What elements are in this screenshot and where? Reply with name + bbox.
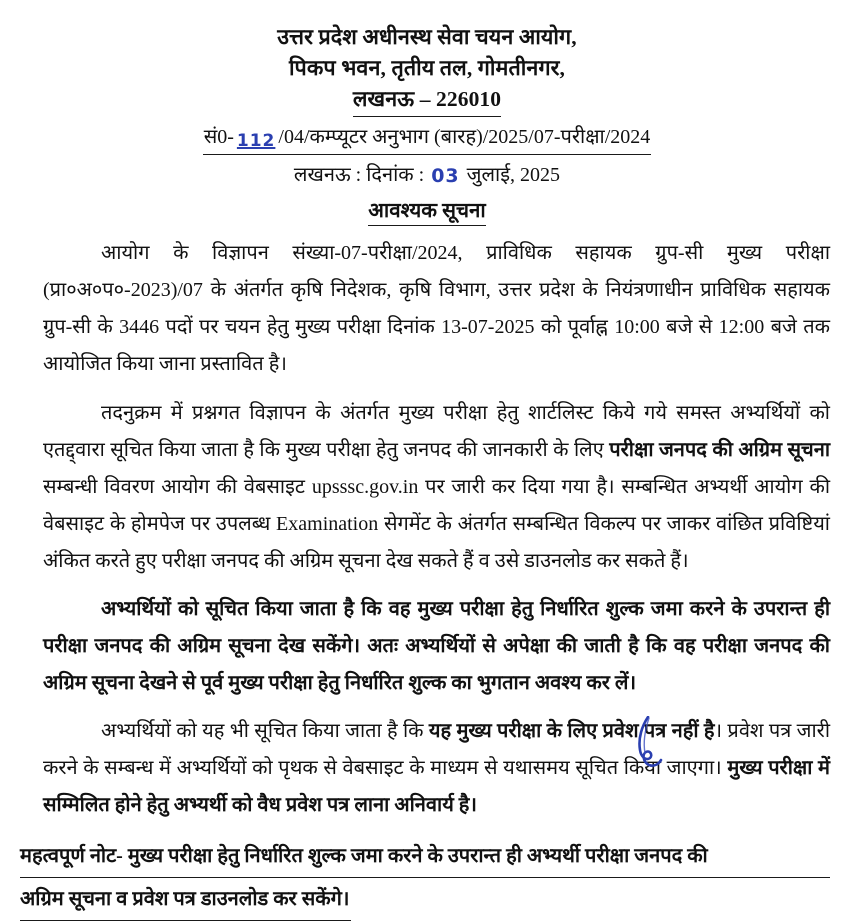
paragraph-4-text-part-1: अभ्यर्थियों को यह भी सूचित किया जाता है कि [101, 720, 429, 742]
reference-suffix: /04/कम्प्यूटर अनुभाग (बारह)/2025/07-परीक्षा/2024 [278, 126, 651, 148]
letterhead-header [0, 0, 854, 117]
paragraph-1 [43, 235, 830, 383]
notice-body [43, 235, 830, 824]
organization-address: पिकप भवन, तृतीय तल, गोमतीनगर, [288, 56, 566, 80]
paragraph-4 [43, 713, 830, 824]
subject-heading-text: आवश्यक सूचना [368, 198, 485, 226]
paragraph-3 [43, 591, 830, 702]
reference-number-underlined [203, 123, 652, 155]
important-note [20, 837, 830, 923]
paragraph-4-bold-not-admit-card: यह मुख्य परीक्षा के लिए प्रवेश पत्र नहीं है [428, 720, 715, 742]
important-note-line-2: अग्रिम सूचना व प्रवेश पत्र डाउनलोड कर सकेंगे। [20, 880, 351, 921]
reference-prefix: सं0- [203, 126, 234, 148]
reference-handwritten-number: 112 [236, 131, 276, 151]
important-note-line-1: महत्वपूर्ण नोट- मुख्य परीक्षा हेतु निर्धारित शुल्क जमा करने के उपरान्त ही अभ्यर्थी परीक्षा जनपद की [20, 837, 830, 878]
organization-name: उत्तर प्रदेश अधीनस्थ सेवा चयन आयोग, [277, 25, 577, 49]
paragraph-4-text-part-2: । प्रवेश पत्र जारी करने के सम्बन्ध में अभ्यर्थियों को पृथक से वेबसाइट के माध्यम से यथासमय सूचित किया जाएगा। [43, 720, 830, 779]
date-handwritten-day: 03 [431, 165, 460, 187]
reference-number-line [0, 123, 854, 155]
paragraph-2-bold-advance-notice: परीक्षा जनपद की अग्रिम सूचना [609, 439, 830, 461]
date-place-label: लखनऊ : [293, 164, 362, 186]
paragraph-3-text: अभ्यर्थियों को सूचित किया जाता है कि वह मुख्य परीक्षा हेतु निर्धारित शुल्क जमा करने के उपरान्त ही परीक्षा जनपद की अग्रिम सूचना देख सकेंगे। अतः अभ्यर्थियों से अपेक्षा की जाती है कि वह परीक्षा जनपद की अग्रिम सूचना देखने से पूर्व मुख्य परीक्षा हेतु निर्धारित शुल्क का भुगतान अवश्य कर लें। [43, 598, 830, 694]
organization-city-pin-text: लखनऊ – 226010 [353, 84, 501, 117]
date-month-year: जुलाई, 2025 [466, 164, 561, 186]
subject-heading [0, 198, 854, 226]
organization-city-pin [0, 84, 854, 117]
paragraph-4-bold-valid-admit-card: मुख्य परीक्षा में सम्मिलित होने हेतु अभ्यर्थी को वैध प्रवेश पत्र लाना अनिवार्य है। [43, 757, 830, 816]
paragraph-2-text-part-2: सम्बन्धी विवरण आयोग की वेबसाइट upsssc.gov.in पर जारी कर दिया गया है। सम्बन्धित अभ्यर्थी आयोग की वेबसाइट के होमपेज पर उपलब्ध Examination सेगमेंट के अंतर्गत सम्बन्धित विकल्प पर जाकर वांछित प्रविष्टियां अंकित करते हुए परीक्षा जनपद की अग्रिम सूचना देख सकते हैं व उसे डाउनलोड कर सकते हैं। [43, 476, 830, 572]
date-line [0, 161, 854, 189]
paragraph-2-text-part-1: तदनुक्रम में प्रश्नगत विज्ञापन के अंतर्गत मुख्य परीक्षा हेतु शार्टलिस्ट किये गये समस्त अभ्यर्थियों को एतद्द्वारा सूचित किया जाता है कि मुख्य परीक्षा हेतु जनपद की जानकारी के लिए [43, 402, 830, 461]
paragraph-2 [43, 395, 830, 580]
paragraph-1-text: आयोग के विज्ञापन संख्या-07-परीक्षा/2024, प्राविधिक सहायक ग्रुप-सी मुख्य परीक्षा (प्रा०अ०प०-2023)/07 के अंतर्गत कृषि निदेशक, कृषि विभाग, उत्तर प्रदेश के नियंत्रणाधीन प्राविधिक सहायक ग्रुप-सी के 3446 पदों पर चयन हेतु मुख्य परीक्षा दिनांक 13-07-2025 को पूर्वाह्न 10:00 बजे से 12:00 बजे तक आयोजित किया जाना प्रस्तावित है। [43, 242, 830, 375]
date-label: दिनांक : [366, 164, 425, 186]
